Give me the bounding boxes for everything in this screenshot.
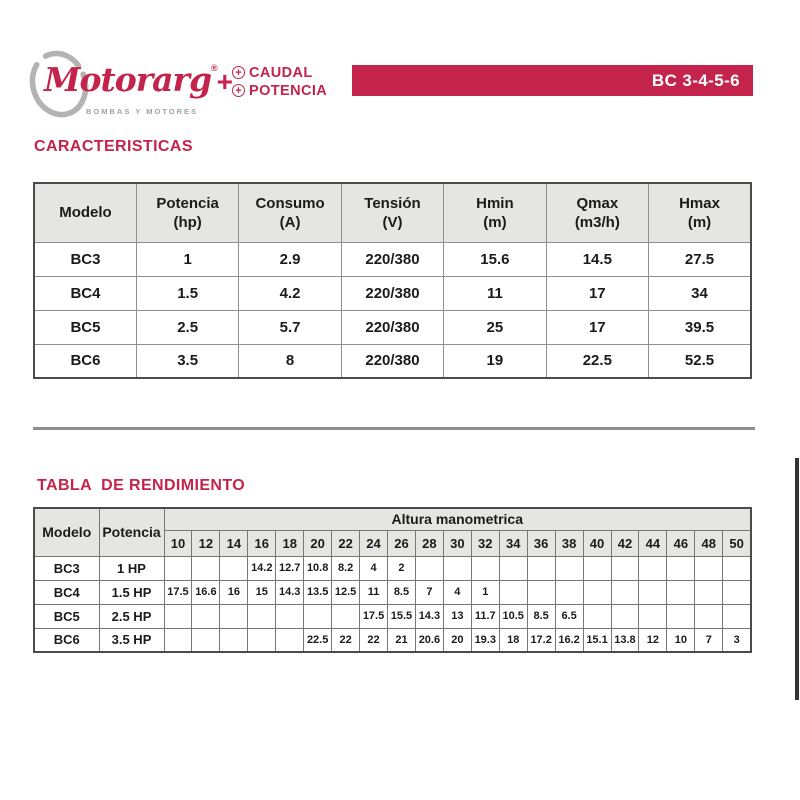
power-cell: 3.5 HP (99, 628, 164, 652)
value-cell: 13.5 (304, 580, 332, 604)
value-cell: 19.3 (471, 628, 499, 652)
caracteristicas-body (34, 242, 751, 378)
value-cell: 11 (360, 580, 388, 604)
value-cell (332, 604, 360, 628)
column-header-line2: (m3/h) (574, 213, 620, 231)
value-cell (164, 604, 192, 628)
value-cell (611, 580, 639, 604)
value-cell: 4 (360, 556, 388, 580)
value-cell: 17 (546, 310, 648, 344)
power-cell: 2.5 HP (99, 604, 164, 628)
value-cell: 2.5 (136, 310, 238, 344)
value-cell (667, 604, 695, 628)
value-cell (723, 580, 751, 604)
value-cell: 10.5 (499, 604, 527, 628)
model-cell: BC6 (34, 344, 136, 378)
value-cell: 13 (443, 604, 471, 628)
value-cell: 14.2 (248, 556, 276, 580)
power-cell: 1.5 HP (99, 580, 164, 604)
column-header-altura: Altura manometrica (164, 508, 751, 530)
column-header-line2: (m) (483, 213, 507, 231)
value-cell (555, 556, 583, 580)
logo-tagline: BOMBAS Y MOTORES (86, 107, 199, 116)
rendimiento-header-row-1 (34, 508, 751, 530)
altura-column-header: 30 (443, 530, 471, 556)
feature-caudal (232, 64, 327, 81)
altura-column-header: 28 (415, 530, 443, 556)
value-cell: 19 (444, 344, 546, 378)
value-cell: 11.7 (471, 604, 499, 628)
value-cell: 15.5 (388, 604, 416, 628)
value-cell: 25 (444, 310, 546, 344)
altura-column-header: 26 (388, 530, 416, 556)
value-cell (527, 580, 555, 604)
value-cell: 12 (639, 628, 667, 652)
caracteristicas-title: CARACTERISTICAS (34, 138, 193, 155)
value-cell: 4 (443, 580, 471, 604)
value-cell (527, 556, 555, 580)
column-header-potencia: Potencia (99, 508, 164, 556)
value-cell (639, 604, 667, 628)
page-edge-bar (795, 458, 799, 700)
value-cell (583, 604, 611, 628)
model-cell: BC6 (34, 628, 99, 652)
column-header (341, 183, 443, 242)
value-cell: 3.5 (136, 344, 238, 378)
feature-list (232, 64, 327, 100)
column-header-line1: Modelo (59, 204, 112, 222)
value-cell (415, 556, 443, 580)
plus-circle-icon: + (232, 66, 245, 79)
value-cell: 34 (649, 276, 751, 310)
rendimiento-table (33, 507, 752, 653)
altura-column-header: 36 (527, 530, 555, 556)
value-cell: 16.6 (192, 580, 220, 604)
value-cell (471, 556, 499, 580)
column-header-line2: (A) (279, 213, 301, 231)
value-cell: 6.5 (555, 604, 583, 628)
altura-column-header: 32 (471, 530, 499, 556)
section-divider (33, 427, 755, 430)
value-cell: 15 (248, 580, 276, 604)
value-cell (583, 580, 611, 604)
value-cell (164, 628, 192, 652)
value-cell: 220/380 (341, 344, 443, 378)
value-cell (443, 556, 471, 580)
table-row (34, 242, 751, 276)
value-cell: 20 (443, 628, 471, 652)
altura-column-header: 42 (611, 530, 639, 556)
altura-column-header: 10 (164, 530, 192, 556)
value-cell: 17.5 (360, 604, 388, 628)
value-cell: 39.5 (649, 310, 751, 344)
model-cell: BC5 (34, 604, 99, 628)
column-header (444, 183, 546, 242)
value-cell: 2 (388, 556, 416, 580)
value-cell: 220/380 (341, 276, 443, 310)
value-cell (276, 604, 304, 628)
value-cell: 10 (667, 628, 695, 652)
altura-column-header: 46 (667, 530, 695, 556)
model-cell: BC4 (34, 276, 136, 310)
value-cell: 22 (360, 628, 388, 652)
value-cell: 8.2 (332, 556, 360, 580)
altura-column-header: 50 (723, 530, 751, 556)
rendimiento-body (34, 556, 751, 652)
value-cell (667, 580, 695, 604)
value-cell (499, 580, 527, 604)
value-cell (611, 556, 639, 580)
value-cell: 220/380 (341, 310, 443, 344)
power-cell: 1 HP (99, 556, 164, 580)
plus-circle-icon: + (232, 84, 245, 97)
table-row (34, 276, 751, 310)
value-cell: 52.5 (649, 344, 751, 378)
feature-label: POTENCIA (249, 82, 328, 99)
value-cell: 15.6 (444, 242, 546, 276)
table-row (34, 628, 751, 652)
value-cell: 14.5 (546, 242, 648, 276)
altura-column-header: 20 (304, 530, 332, 556)
caracteristicas-header-row (34, 183, 751, 242)
model-cell: BC4 (34, 580, 99, 604)
value-cell (499, 556, 527, 580)
feature-potencia (232, 82, 327, 99)
column-header (136, 183, 238, 242)
altura-column-header: 22 (332, 530, 360, 556)
column-header-line2: (m) (687, 213, 712, 231)
value-cell (723, 604, 751, 628)
value-cell (192, 628, 220, 652)
value-cell (248, 604, 276, 628)
value-cell: 12.7 (276, 556, 304, 580)
logo-wordmark: Motorarg®+ (44, 60, 233, 99)
value-cell: 18 (499, 628, 527, 652)
table-row (34, 344, 751, 378)
value-cell (695, 556, 723, 580)
value-cell: 3 (723, 628, 751, 652)
altura-column-header: 14 (220, 530, 248, 556)
column-header-modelo: Modelo (34, 508, 99, 556)
value-cell: 4.2 (239, 276, 341, 310)
altura-column-header: 40 (583, 530, 611, 556)
logo-plus-sign: + (216, 66, 233, 97)
altura-column-header: 38 (555, 530, 583, 556)
value-cell (667, 556, 695, 580)
model-banner: BC 3-4-5-6 (352, 65, 753, 96)
value-cell (192, 556, 220, 580)
value-cell: 8.5 (527, 604, 555, 628)
value-cell: 1.5 (136, 276, 238, 310)
value-cell: 7 (695, 628, 723, 652)
value-cell (304, 604, 332, 628)
value-cell: 220/380 (341, 242, 443, 276)
column-header-line1: Consumo (255, 194, 325, 212)
column-header-line2: (hp) (173, 213, 202, 231)
value-cell: 21 (388, 628, 416, 652)
column-header-line2: (V) (382, 213, 403, 231)
altura-column-header: 24 (360, 530, 388, 556)
value-cell (276, 628, 304, 652)
rendimiento-title: TABLA DE RENDIMIENTO (37, 477, 246, 494)
motorarg-logo (28, 44, 238, 124)
registered-mark: ® (211, 63, 217, 73)
table-row (34, 556, 751, 580)
model-cell: BC3 (34, 242, 136, 276)
table-row (34, 310, 751, 344)
column-header (34, 183, 136, 242)
feature-label: CAUDAL (249, 64, 313, 81)
altura-column-header: 12 (192, 530, 220, 556)
value-cell: 2.9 (239, 242, 341, 276)
column-header-line1: Hmax (679, 194, 720, 212)
value-cell (164, 556, 192, 580)
model-cell: BC3 (34, 556, 99, 580)
value-cell: 13.8 (611, 628, 639, 652)
value-cell (192, 604, 220, 628)
altura-column-header: 34 (499, 530, 527, 556)
value-cell (723, 556, 751, 580)
value-cell (695, 580, 723, 604)
altura-column-header: 16 (248, 530, 276, 556)
value-cell (583, 556, 611, 580)
column-header (546, 183, 648, 242)
column-header-line1: Tensión (364, 194, 421, 212)
value-cell: 17.5 (164, 580, 192, 604)
value-cell (555, 580, 583, 604)
value-cell: 14.3 (276, 580, 304, 604)
altura-column-header: 48 (695, 530, 723, 556)
value-cell: 15.1 (583, 628, 611, 652)
value-cell: 16.2 (555, 628, 583, 652)
value-cell: 12.5 (332, 580, 360, 604)
value-cell (611, 604, 639, 628)
value-cell (639, 580, 667, 604)
value-cell: 8 (239, 344, 341, 378)
value-cell: 17.2 (527, 628, 555, 652)
value-cell: 7 (415, 580, 443, 604)
value-cell: 22.5 (546, 344, 648, 378)
value-cell (695, 604, 723, 628)
value-cell: 1 (471, 580, 499, 604)
value-cell: 5.7 (239, 310, 341, 344)
column-header (649, 183, 751, 242)
value-cell: 11 (444, 276, 546, 310)
value-cell: 22.5 (304, 628, 332, 652)
value-cell (639, 556, 667, 580)
value-cell: 8.5 (388, 580, 416, 604)
value-cell (220, 628, 248, 652)
table-row (34, 580, 751, 604)
altura-column-header: 18 (276, 530, 304, 556)
value-cell: 16 (220, 580, 248, 604)
caracteristicas-table (33, 182, 752, 379)
table-row (34, 604, 751, 628)
column-header-line1: Qmax (576, 194, 619, 212)
value-cell: 17 (546, 276, 648, 310)
altura-column-header: 44 (639, 530, 667, 556)
value-cell: 1 (136, 242, 238, 276)
value-cell: 27.5 (649, 242, 751, 276)
column-header-line1: Potencia (156, 194, 219, 212)
column-header-line1: Hmin (476, 194, 514, 212)
column-header (239, 183, 341, 242)
value-cell: 22 (332, 628, 360, 652)
value-cell: 10.8 (304, 556, 332, 580)
value-cell (220, 604, 248, 628)
value-cell: 14.3 (415, 604, 443, 628)
value-cell (220, 556, 248, 580)
model-cell: BC5 (34, 310, 136, 344)
value-cell (248, 628, 276, 652)
value-cell: 20.6 (415, 628, 443, 652)
